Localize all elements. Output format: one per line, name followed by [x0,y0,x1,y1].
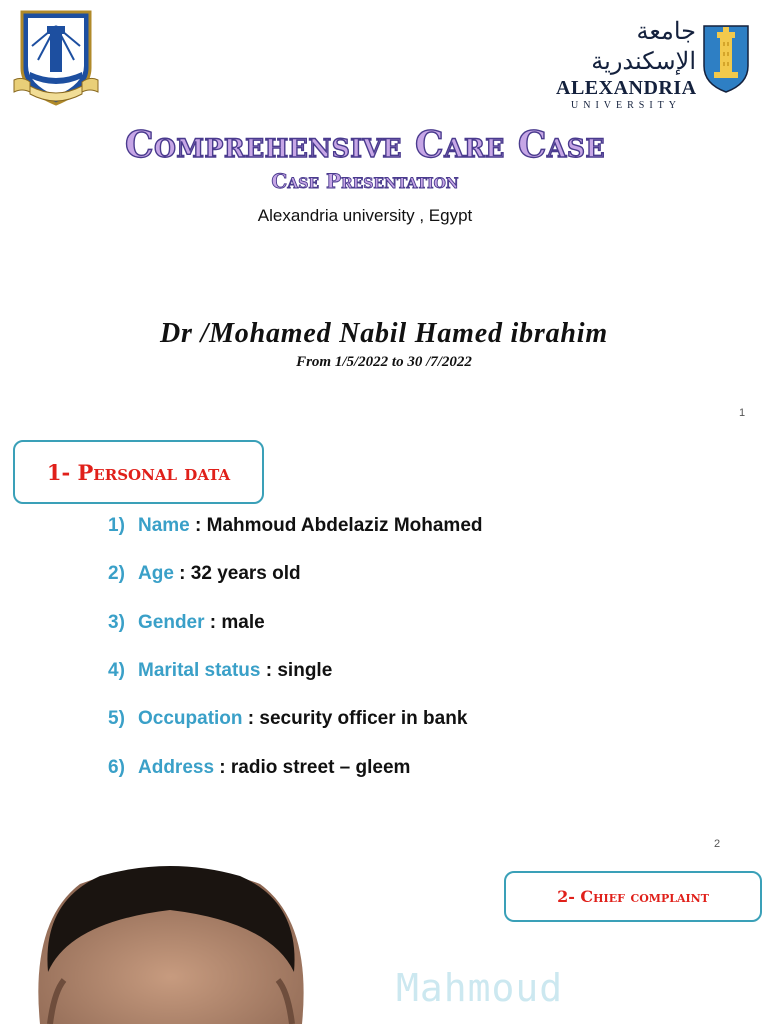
field-occupation-row [108,708,467,730]
personal-data-heading: 1- Personal data [46,459,231,485]
date-range: From 1/5/2022 to 30 /7/2022 [296,354,472,370]
field-number: 3) [108,612,125,633]
field-gender-row [108,612,265,634]
field-label: Address [138,757,215,778]
patient-photo [20,862,320,1024]
personal-data-heading-box [13,440,264,504]
field-number: 5) [108,708,125,729]
sub-title: Case Presentation [271,169,459,193]
field-age-row [108,563,301,585]
location-text: Alexandria university , Egypt [257,206,473,225]
field-number: 6) [108,757,125,778]
lighthouse-tower-icon [700,22,752,94]
page-number-2: 2 [714,838,721,850]
logo-arabic-text: جامعة الإسكندرية [591,17,696,75]
field-value: : 32 years old [173,563,301,584]
field-number: 2) [108,563,125,584]
field-value: : security officer in bank [242,708,468,729]
field-value: : male [204,612,265,633]
page-number-1: 1 [739,407,746,419]
main-title: Comprehensive Care Case [124,124,606,166]
field-label: Name [138,515,190,536]
field-value: : radio street – gleem [214,757,411,778]
field-label: Age [138,563,174,584]
field-label: Gender [138,612,205,633]
field-number: 1) [108,515,125,536]
chief-complaint-heading-box [504,871,762,922]
alexandria-university-wordmark [556,16,697,111]
field-label: Occupation [138,708,243,729]
field-value: : Mahmoud Abdelaziz Mohamed [189,515,483,536]
logo-english-text: ALEXANDRIA [556,77,697,99]
field-name-row [108,515,483,537]
doctor-name: Dr /Mohamed Nabil Hamed ibrahim [160,318,608,349]
field-value: : single [260,660,333,681]
field-number: 4) [108,660,125,681]
field-address-row [108,757,410,779]
field-label: Marital status [138,660,261,681]
patient-name-caption: Mahmoud [396,966,564,1010]
field-marital-status-row [108,660,332,682]
chief-complaint-heading: 2- Chief complaint [557,887,709,906]
faculty-seal-logo [12,6,100,110]
logo-sub-text: UNIVERSITY [571,100,681,111]
